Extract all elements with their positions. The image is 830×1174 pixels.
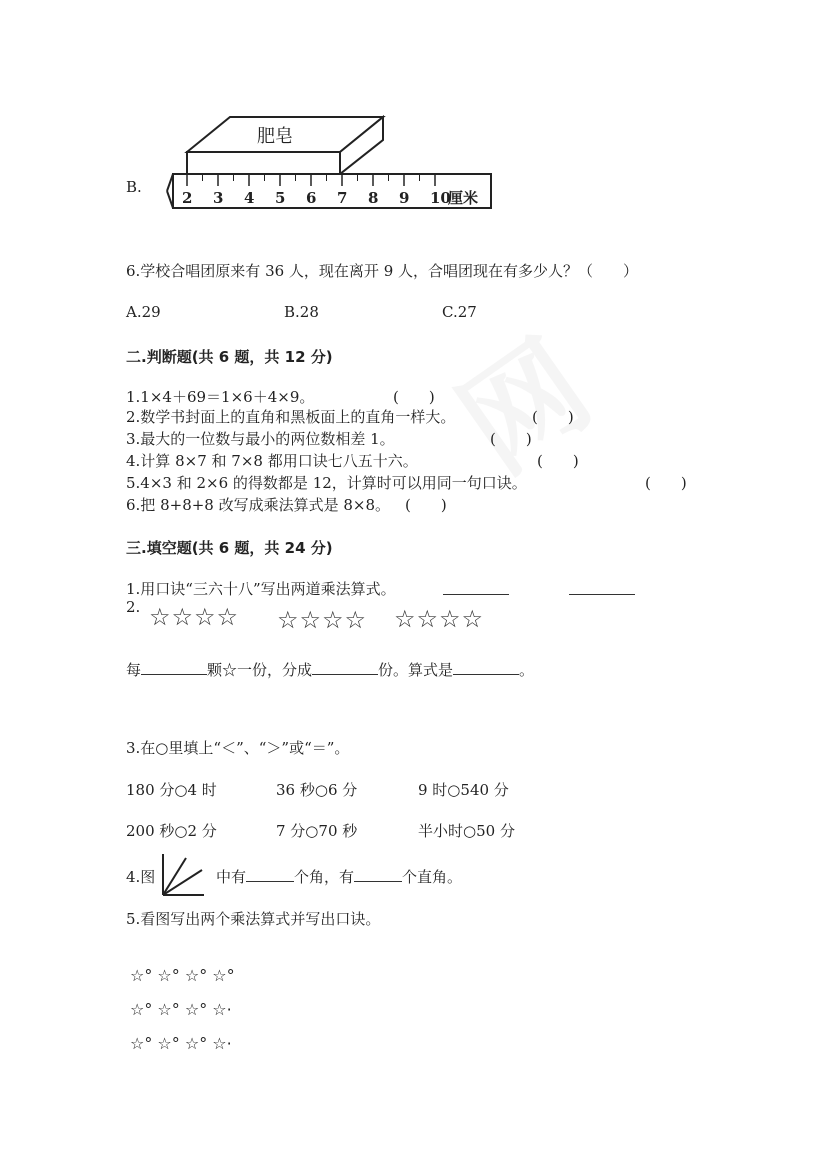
judge-paren-3[interactable]: ( ) [490,430,532,448]
section2-title: 二.判断题(共 6 题，共 12 分) [126,348,333,366]
fill-q4-blank-2[interactable] [354,867,402,882]
compare-2-2[interactable]: 7 分○70 秒 [276,822,358,840]
fill-q2-label: 2. [126,598,141,616]
soap-ruler-figure [165,112,495,212]
ruler-tick-label: 3 [213,189,224,207]
fill-q4-blank-1[interactable] [246,867,294,882]
soap-label: 肥皂 [257,126,293,147]
judge-item-6: 6.把 8+8+8 改写成乘法算式是 8×8。 [126,496,391,514]
ruler-tick-label: 6 [306,189,317,207]
q6-text: 6.学校合唱团原来有 36 人，现在离开 9 人，合唱团现在有多少人？（ ） [126,262,639,280]
ruler-tick-label: 7 [337,189,348,207]
ruler-tick-label: 8 [368,189,379,207]
ruler-tick-label: 4 [244,189,255,207]
judge-paren-5[interactable]: ( ) [645,474,687,492]
star-group-1: ☆☆☆☆ [149,603,240,631]
q6-option-b[interactable]: B.28 [284,303,319,321]
soap-front [187,152,340,174]
q5-star-row-2: ☆° ☆° ☆° ☆· [130,1000,232,1019]
judge-item-5: 5.4×3 和 2×6 的得数都是 12，计算时可以用同一句口诀。 [126,474,527,492]
star-group-2: ☆☆☆☆ [277,606,368,634]
fill-q2-blank-3[interactable] [453,660,519,675]
ruler-unit-label: 厘米 [448,189,479,207]
q5-star-row-1: ☆° ☆° ☆° ☆° [130,966,235,985]
fill-q1: 1.用口诀“三六十八”写出两道乘法算式。 [126,580,396,598]
q6-option-c[interactable]: C.27 [442,303,477,321]
q5-star-row-3: ☆° ☆° ☆° ☆· [130,1034,232,1053]
watermark [421,191,830,609]
compare-2-3[interactable]: 半小时○50 分 [418,822,515,840]
fill-q2-blank-1[interactable] [141,660,207,675]
ruler-tick-label: 10 [430,189,451,207]
ruler-tick-label: 2 [182,189,193,207]
fill-q2-blank-2[interactable] [312,660,378,675]
fill-q2-text: 每 颗☆一份，分成 份。算式是 。 [126,661,535,679]
star-group-3: ☆☆☆☆ [394,605,485,633]
q6-option-a[interactable]: A.29 [126,303,161,321]
compare-1-1[interactable]: 180 分○4 时 [126,781,217,799]
judge-item-3: 3.最大的一位数与最小的两位数相差 1。 [126,430,395,448]
angle-figure [160,852,206,898]
compare-1-3[interactable]: 9 时○540 分 [418,781,509,799]
compare-1-2[interactable]: 36 秒○6 分 [276,781,358,799]
fill-q3-title: 3.在○里填上“＜”、“＞”或“＝”。 [126,739,350,757]
fill-q4-text: 中有 个角，有 个直角。 [216,868,463,886]
ruler-tick-label: 5 [275,189,286,207]
judge-item-1: 1.1×4＋69＝1×6＋4×9。 [126,388,315,406]
fill-q1-blank-2[interactable] [569,580,635,595]
ruler-tick-label: 9 [399,189,410,207]
section3-title: 三.填空题(共 6 题，共 24 分) [126,539,333,557]
fill-q5: 5.看图写出两个乘法算式并写出口诀。 [126,910,381,928]
judge-paren-2[interactable]: ( ) [532,408,574,426]
option-b-label: B. [126,178,142,196]
fill-q1-blank-1[interactable] [443,580,509,595]
compare-2-1[interactable]: 200 秒○2 分 [126,822,217,840]
judge-paren-6[interactable]: ( ) [405,496,447,514]
judge-paren-4[interactable]: ( ) [537,452,579,470]
judge-paren-1[interactable]: ( ) [393,388,435,406]
judge-item-2: 2.数学书封面上的直角和黑板面上的直角一样大。 [126,408,456,426]
fill-q4-prefix: 4.图 [126,868,156,886]
judge-item-4: 4.计算 8×7 和 7×8 都用口诀七八五十六。 [126,452,418,470]
